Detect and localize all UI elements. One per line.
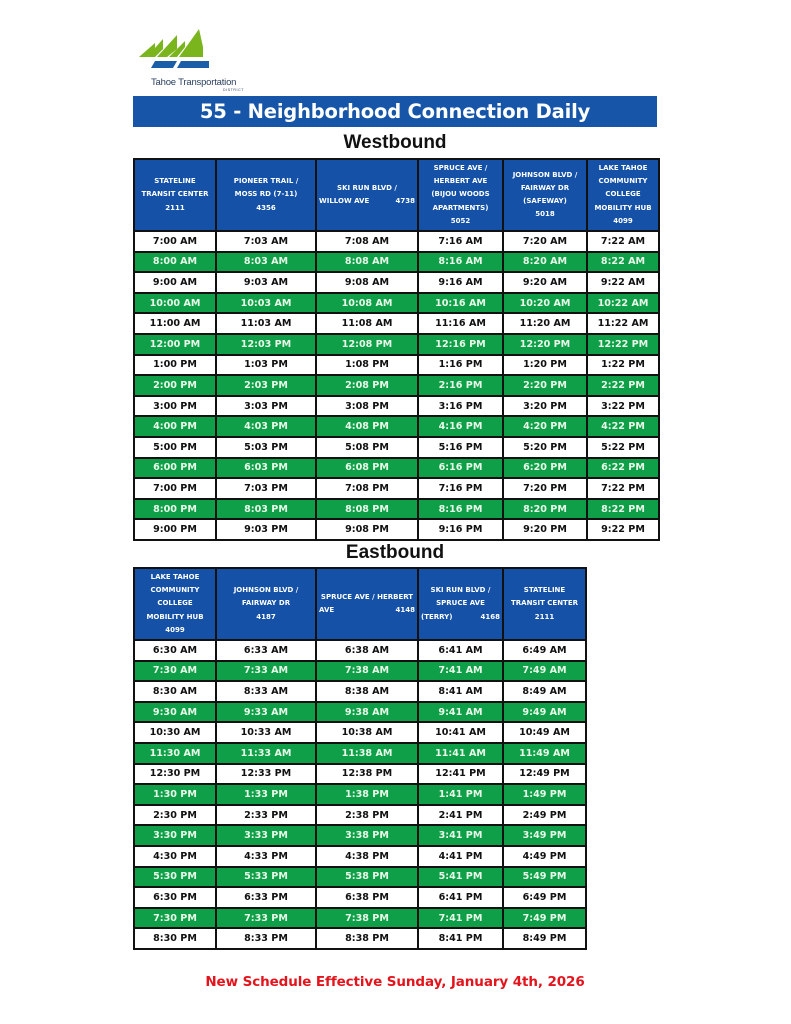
table-row	[134, 805, 586, 826]
departure-time-cell: 8:08 PM	[316, 499, 418, 520]
departure-time-cell: 8:33 PM	[216, 928, 316, 949]
departure-time-cell: 1:16 PM	[418, 355, 503, 376]
table-row	[134, 722, 586, 743]
table-row	[134, 846, 586, 867]
departure-time-cell: 10:41 AM	[418, 722, 503, 743]
departure-time-cell: 1:33 PM	[216, 784, 316, 805]
eastbound-stop-header	[134, 568, 216, 640]
departure-time-cell: 6:49 PM	[503, 887, 586, 908]
stop-id: 4738	[395, 197, 415, 205]
departure-time-cell: 3:33 PM	[216, 825, 316, 846]
table-row	[134, 313, 659, 334]
departure-time-cell: 9:03 AM	[216, 272, 316, 293]
stop-header-split-line	[319, 195, 415, 208]
stop-header-line: COMMUNITY	[598, 177, 648, 186]
table-row	[134, 928, 586, 949]
departure-time-cell: 12:38 PM	[316, 764, 418, 785]
route-title: 55 - Neighborhood Connection Daily	[133, 96, 657, 127]
stop-header-line: STATELINE	[154, 177, 196, 186]
departure-time-cell: 8:30 AM	[134, 681, 216, 702]
departure-time-cell: 3:20 PM	[503, 396, 587, 417]
departure-time-cell: 10:30 AM	[134, 722, 216, 743]
departure-time-cell: 7:08 AM	[316, 231, 418, 252]
stop-header-line: FAIRWAY DR	[520, 183, 570, 192]
eastbound-stop-header	[216, 568, 316, 640]
departure-time-cell: 11:08 AM	[316, 313, 418, 334]
stop-header-line: 2111	[165, 203, 185, 212]
stop-header-line: SKI RUN BLVD /	[430, 586, 491, 595]
departure-time-cell: 11:00 AM	[134, 313, 216, 334]
departure-time-cell: 6:30 AM	[134, 640, 216, 661]
mountains-logo-icon	[137, 27, 217, 77]
departure-time-cell: 7:08 PM	[316, 478, 418, 499]
departure-time-cell: 7:41 PM	[418, 908, 503, 929]
departure-time-cell: 10:33 AM	[216, 722, 316, 743]
departure-time-cell: 1:20 PM	[503, 355, 587, 376]
stop-header-line: LAKE TAHOE	[598, 163, 648, 172]
departure-time-cell: 9:08 PM	[316, 519, 418, 540]
departure-time-cell: 4:30 PM	[134, 846, 216, 867]
departure-time-cell: 1:22 PM	[587, 355, 659, 376]
departure-time-cell: 1:30 PM	[134, 784, 216, 805]
departure-time-cell: 3:41 PM	[418, 825, 503, 846]
departure-time-cell: 6:41 PM	[418, 887, 503, 908]
departure-time-cell: 10:03 AM	[216, 293, 316, 314]
departure-time-cell: 2:38 PM	[316, 805, 418, 826]
departure-time-cell: 8:22 PM	[587, 499, 659, 520]
stop-header-line: PIONEER TRAIL /	[233, 177, 299, 186]
departure-time-cell: 12:33 PM	[216, 764, 316, 785]
westbound-stop-header	[216, 159, 316, 231]
departure-time-cell: 7:41 AM	[418, 661, 503, 682]
departure-time-cell: 8:16 PM	[418, 499, 503, 520]
departure-time-cell: 8:49 AM	[503, 681, 586, 702]
departure-time-cell: 2:00 PM	[134, 375, 216, 396]
table-row	[134, 252, 659, 273]
table-row	[134, 231, 659, 252]
stop-header-line: SPRUCE AVE / HERBERT	[320, 592, 414, 601]
table-row	[134, 784, 586, 805]
departure-time-cell: 1:03 PM	[216, 355, 316, 376]
table-row	[134, 702, 586, 723]
departure-time-cell: 8:38 AM	[316, 681, 418, 702]
table-row	[134, 519, 659, 540]
departure-time-cell: 6:00 PM	[134, 458, 216, 479]
stop-header-line: WILLOW AVE	[319, 197, 370, 205]
departure-time-cell: 9:30 AM	[134, 702, 216, 723]
departure-time-cell: 3:30 PM	[134, 825, 216, 846]
table-row	[134, 272, 659, 293]
departure-time-cell: 7:16 PM	[418, 478, 503, 499]
departure-time-cell: 10:22 AM	[587, 293, 659, 314]
departure-time-cell: 2:33 PM	[216, 805, 316, 826]
stop-header-line: JOHNSON BLVD /	[233, 586, 299, 595]
table-row	[134, 867, 586, 888]
departure-time-cell: 12:30 PM	[134, 764, 216, 785]
stop-header-line: LAKE TAHOE	[150, 572, 200, 581]
departure-time-cell: 1:08 PM	[316, 355, 418, 376]
departure-time-cell: 2:16 PM	[418, 375, 503, 396]
departure-time-cell: 7:22 AM	[587, 231, 659, 252]
departure-time-cell: 8:20 AM	[503, 252, 587, 273]
departure-time-cell: 11:33 AM	[216, 743, 316, 764]
stop-header-line: 5018	[535, 210, 555, 219]
stop-header-line: COMMUNITY	[150, 586, 200, 595]
stop-header-line: APARTMENTS)	[432, 203, 489, 212]
stop-header-line: (TERRY)	[421, 612, 453, 621]
departure-time-cell: 5:08 PM	[316, 437, 418, 458]
stop-header-line: 4099	[613, 216, 633, 225]
departure-time-cell: 9:00 PM	[134, 519, 216, 540]
table-row	[134, 334, 659, 355]
departure-time-cell: 9:00 AM	[134, 272, 216, 293]
departure-time-cell: 8:03 PM	[216, 499, 316, 520]
stop-header-line: COLLEGE	[157, 599, 193, 608]
departure-time-cell: 2:08 PM	[316, 375, 418, 396]
departure-time-cell: 6:16 PM	[418, 458, 503, 479]
table-row	[134, 743, 586, 764]
departure-time-cell: 3:08 PM	[316, 396, 418, 417]
departure-time-cell: 6:30 PM	[134, 887, 216, 908]
departure-time-cell: 2:49 PM	[503, 805, 586, 826]
departure-time-cell: 7:03 PM	[216, 478, 316, 499]
westbound-stop-header	[418, 159, 503, 231]
departure-time-cell: 4:08 PM	[316, 416, 418, 437]
departure-time-cell: 6:03 PM	[216, 458, 316, 479]
departure-time-cell: 10:08 AM	[316, 293, 418, 314]
departure-time-cell: 12:00 PM	[134, 334, 216, 355]
departure-time-cell: 2:03 PM	[216, 375, 316, 396]
departure-time-cell: 11:41 AM	[418, 743, 503, 764]
stop-header-line: HERBERT AVE	[433, 177, 488, 186]
effective-date-notice: New Schedule Effective Sunday, January 4th, 2026	[205, 974, 585, 990]
departure-time-cell: 8:33 AM	[216, 681, 316, 702]
departure-time-cell: 11:16 AM	[418, 313, 503, 334]
table-row	[134, 825, 586, 846]
departure-time-cell: 7:22 PM	[587, 478, 659, 499]
departure-time-cell: 6:22 PM	[587, 458, 659, 479]
departure-time-cell: 5:38 PM	[316, 867, 418, 888]
departure-time-cell: 4:38 PM	[316, 846, 418, 867]
westbound-heading: Westbound	[343, 132, 447, 153]
departure-time-cell: 9:20 AM	[503, 272, 587, 293]
departure-time-cell: 10:38 AM	[316, 722, 418, 743]
departure-time-cell: 7:30 AM	[134, 661, 216, 682]
stop-header-line: SPRUCE AVE	[436, 599, 485, 608]
westbound-stop-header	[316, 159, 418, 231]
departure-time-cell: 4:16 PM	[418, 416, 503, 437]
departure-time-cell: 7:38 AM	[316, 661, 418, 682]
departure-time-cell: 7:49 PM	[503, 908, 586, 929]
departure-time-cell: 6:08 PM	[316, 458, 418, 479]
departure-time-cell: 12:41 PM	[418, 764, 503, 785]
stop-header-line: TRANSIT CENTER	[141, 190, 209, 199]
departure-time-cell: 7:00 PM	[134, 478, 216, 499]
departure-time-cell: 9:33 AM	[216, 702, 316, 723]
departure-time-cell: 12:03 PM	[216, 334, 316, 355]
departure-time-cell: 8:20 PM	[503, 499, 587, 520]
departure-time-cell: 4:03 PM	[216, 416, 316, 437]
departure-time-cell: 4:49 PM	[503, 846, 586, 867]
stop-header-line: 4187	[256, 612, 276, 621]
departure-time-cell: 9:22 AM	[587, 272, 659, 293]
stop-header-line: (SAFEWAY)	[523, 197, 567, 205]
eastbound-stop-header	[418, 568, 503, 640]
departure-time-cell: 3:03 PM	[216, 396, 316, 417]
stop-header-line: 2111	[534, 612, 555, 621]
eastbound-schedule-table	[133, 567, 587, 950]
departure-time-cell: 2:30 PM	[134, 805, 216, 826]
departure-time-cell: 1:49 PM	[503, 784, 586, 805]
westbound-schedule-table	[133, 158, 660, 541]
stop-id: 4168	[480, 612, 500, 621]
departure-time-cell: 4:41 PM	[418, 846, 503, 867]
departure-time-cell: 7:16 AM	[418, 231, 503, 252]
departure-time-cell: 12:49 PM	[503, 764, 586, 785]
departure-time-cell: 8:38 PM	[316, 928, 418, 949]
departure-time-cell: 5:33 PM	[216, 867, 316, 888]
departure-time-cell: 8:00 AM	[134, 252, 216, 273]
westbound-stop-header	[134, 159, 216, 231]
departure-time-cell: 9:16 PM	[418, 519, 503, 540]
eastbound-heading: Eastbound	[345, 542, 445, 563]
table-row	[134, 458, 659, 479]
departure-time-cell: 2:22 PM	[587, 375, 659, 396]
table-row	[134, 437, 659, 458]
table-row	[134, 681, 586, 702]
table-row	[134, 640, 586, 661]
departure-time-cell: 1:00 PM	[134, 355, 216, 376]
departure-time-cell: 1:38 PM	[316, 784, 418, 805]
stop-header-line: FAIRWAY DR	[241, 599, 291, 608]
departure-time-cell: 6:49 AM	[503, 640, 586, 661]
departure-time-cell: 12:22 PM	[587, 334, 659, 355]
departure-time-cell: 10:00 AM	[134, 293, 216, 314]
stop-header-line: 4356	[256, 203, 276, 212]
stop-header-line: COLLEGE	[605, 190, 641, 199]
departure-time-cell: 12:08 PM	[316, 334, 418, 355]
departure-time-cell: 7:03 AM	[216, 231, 316, 252]
stop-header-line: 5052	[450, 216, 471, 225]
departure-time-cell: 4:33 PM	[216, 846, 316, 867]
departure-time-cell: 12:20 PM	[503, 334, 587, 355]
departure-time-cell: 7:00 AM	[134, 231, 216, 252]
departure-time-cell: 2:41 PM	[418, 805, 503, 826]
departure-time-cell: 9:03 PM	[216, 519, 316, 540]
departure-time-cell: 7:33 AM	[216, 661, 316, 682]
departure-time-cell: 5:49 PM	[503, 867, 586, 888]
departure-time-cell: 8:22 AM	[587, 252, 659, 273]
departure-time-cell: 11:49 AM	[503, 743, 586, 764]
departure-time-cell: 5:20 PM	[503, 437, 587, 458]
departure-time-cell: 6:33 PM	[216, 887, 316, 908]
departure-time-cell: 11:22 AM	[587, 313, 659, 334]
stop-header-line: SPRUCE AVE /	[433, 163, 488, 172]
stop-header-split-line	[319, 604, 415, 617]
departure-time-cell: 9:49 AM	[503, 702, 586, 723]
departure-time-cell: 7:38 PM	[316, 908, 418, 929]
departure-time-cell: 1:41 PM	[418, 784, 503, 805]
departure-time-cell: 4:20 PM	[503, 416, 587, 437]
departure-time-cell: 8:00 PM	[134, 499, 216, 520]
departure-time-cell: 3:38 PM	[316, 825, 418, 846]
tahoe-transportation-logo	[137, 27, 252, 93]
logo-name: Tahoe Transportation	[151, 77, 237, 88]
departure-time-cell: 3:16 PM	[418, 396, 503, 417]
departure-time-cell: 5:03 PM	[216, 437, 316, 458]
departure-time-cell: 6:38 AM	[316, 640, 418, 661]
departure-time-cell: 6:41 AM	[418, 640, 503, 661]
departure-time-cell: 8:08 AM	[316, 252, 418, 273]
table-row	[134, 293, 659, 314]
westbound-stop-header	[587, 159, 659, 231]
table-row	[134, 478, 659, 499]
departure-time-cell: 6:33 AM	[216, 640, 316, 661]
departure-time-cell: 7:49 AM	[503, 661, 586, 682]
departure-time-cell: 5:22 PM	[587, 437, 659, 458]
departure-time-cell: 4:00 PM	[134, 416, 216, 437]
departure-time-cell: 11:03 AM	[216, 313, 316, 334]
stop-header-line: AVE	[319, 606, 335, 614]
table-row	[134, 764, 586, 785]
table-row	[134, 887, 586, 908]
departure-time-cell: 11:38 AM	[316, 743, 418, 764]
departure-time-cell: 5:16 PM	[418, 437, 503, 458]
stop-header-line: STATELINE	[523, 586, 566, 595]
departure-time-cell: 8:03 AM	[216, 252, 316, 273]
departure-time-cell: 9:08 AM	[316, 272, 418, 293]
departure-time-cell: 6:20 PM	[503, 458, 587, 479]
departure-time-cell: 12:16 PM	[418, 334, 503, 355]
stop-header-line: SKI RUN BLVD /	[337, 183, 397, 192]
departure-time-cell: 3:00 PM	[134, 396, 216, 417]
eastbound-stop-header	[316, 568, 418, 640]
departure-time-cell: 8:30 PM	[134, 928, 216, 949]
departure-time-cell: 10:49 AM	[503, 722, 586, 743]
stop-header-line: (BIJOU WOODS	[431, 190, 490, 199]
departure-time-cell: 10:20 AM	[503, 293, 587, 314]
departure-time-cell: 9:22 PM	[587, 519, 659, 540]
table-row	[134, 396, 659, 417]
departure-time-cell: 5:41 PM	[418, 867, 503, 888]
departure-time-cell: 8:41 AM	[418, 681, 503, 702]
departure-time-cell: 9:20 PM	[503, 519, 587, 540]
stop-header-line: JOHNSON BLVD /	[512, 170, 578, 179]
table-row	[134, 908, 586, 929]
eastbound-stop-header	[503, 568, 586, 640]
stop-header-line: MOSS RD (7-11)	[234, 190, 298, 199]
departure-time-cell: 2:20 PM	[503, 375, 587, 396]
departure-time-cell: 7:33 PM	[216, 908, 316, 929]
departure-time-cell: 8:49 PM	[503, 928, 586, 949]
departure-time-cell: 10:16 AM	[418, 293, 503, 314]
departure-time-cell: 8:16 AM	[418, 252, 503, 273]
departure-time-cell: 7:20 AM	[503, 231, 587, 252]
stop-header-line: 4099	[165, 625, 185, 634]
table-row	[134, 355, 659, 376]
departure-time-cell: 11:30 AM	[134, 743, 216, 764]
westbound-stop-header	[503, 159, 587, 231]
departure-time-cell: 3:22 PM	[587, 396, 659, 417]
departure-time-cell: 5:00 PM	[134, 437, 216, 458]
logo-subname: DISTRICT	[223, 88, 244, 92]
departure-time-cell: 9:16 AM	[418, 272, 503, 293]
departure-time-cell: 9:41 AM	[418, 702, 503, 723]
departure-time-cell: 9:38 AM	[316, 702, 418, 723]
departure-time-cell: 3:49 PM	[503, 825, 586, 846]
stop-header-split-line	[421, 611, 500, 624]
departure-time-cell: 6:38 PM	[316, 887, 418, 908]
table-row	[134, 661, 586, 682]
stop-header-line: MOBILITY HUB	[594, 203, 652, 212]
stop-header-line: MOBILITY HUB	[146, 612, 204, 621]
stop-id: 4148	[395, 606, 415, 614]
table-row	[134, 499, 659, 520]
stop-header-line: TRANSIT CENTER	[510, 599, 579, 608]
departure-time-cell: 8:41 PM	[418, 928, 503, 949]
departure-time-cell: 7:30 PM	[134, 908, 216, 929]
departure-time-cell: 7:20 PM	[503, 478, 587, 499]
departure-time-cell: 4:22 PM	[587, 416, 659, 437]
table-row	[134, 416, 659, 437]
departure-time-cell: 11:20 AM	[503, 313, 587, 334]
table-row	[134, 375, 659, 396]
departure-time-cell: 5:30 PM	[134, 867, 216, 888]
